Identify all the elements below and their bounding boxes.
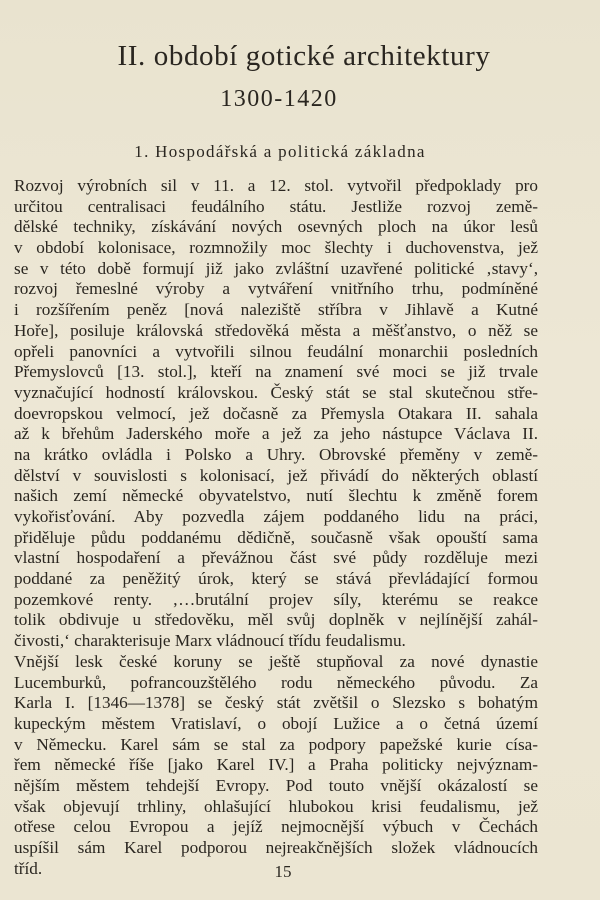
chapter-years: 1300-1420 bbox=[220, 86, 338, 112]
text-line: určitou centralisaci feudálního státu. Jestliže rozvoj země- bbox=[14, 196, 538, 216]
text-line: našich zemí německé obyvatelstvo, nutí šlechtu k změně forem bbox=[14, 486, 538, 506]
text-line: až k břehům Jaderského moře a jež za jeho nástupce Václava II. bbox=[14, 424, 538, 444]
text-line: na krátko ovládla i Polsko a Uhry. Obrovské přeměny v země- bbox=[14, 444, 538, 464]
text-line: Rozvoj výrobních sil v 11. a 12. stol. vytvořil předpoklady pro bbox=[14, 176, 538, 195]
text-line: vykořisťování. Aby pozvedla zájem poddaného lidu na práci, bbox=[14, 507, 538, 526]
text-line: rozvoj řemeslné výroby a vytváření vnitřního trhu, podmíněné bbox=[14, 279, 538, 299]
text-line: doevropskou velmocí, jež dočasně za Přemysla Otakara II. sahala bbox=[14, 403, 538, 423]
text-line: Karla I. [1346—1378] se český stát zvětšil o Slezsko s bohatým bbox=[14, 693, 538, 713]
text-line: otřese celou Evropou a jejíž nejmocnější výbuch v Čechách bbox=[14, 817, 538, 837]
text-line: vyznačující hodností královskou. Český stát se stal skutečnou stře- bbox=[14, 382, 538, 402]
text-line: Hoře], posiluje královská středověká města a měšťanstvo, o něž se bbox=[14, 320, 538, 340]
text-line: Přemyslovců [13. stol.], kteří na znamení své moci se již trvale bbox=[14, 362, 538, 382]
text-line: přiděluje půdu poddanému dědičně, současně však opouští sama bbox=[14, 527, 538, 547]
chapter-title: II. období gotické architektury bbox=[117, 40, 491, 72]
text-line: Lucemburků, pofrancouzštělého rodu německého původu. Za bbox=[14, 672, 538, 692]
text-line: se v této době formují již jako zvláštní uzavřené politické ‚stavy‘, bbox=[14, 258, 538, 278]
text-line: Vnější lesk české koruny se ještě stupňoval za nové dynastie bbox=[14, 651, 538, 671]
text-line: dělství v souvislosti s kolonisací, jež přivádí do některých oblastí bbox=[14, 465, 538, 485]
text-line: tolik obdivuje u středověku, měl svůj doplněk v nejlínější zahál- bbox=[14, 610, 538, 630]
page-number: 15 bbox=[274, 862, 292, 881]
text-line: kupeckým městem Vratislaví, o obojí Lužice a o četná území bbox=[14, 713, 538, 733]
text-line: v Německu. Karel sám se stal za podpory papežské kurie císa- bbox=[14, 734, 538, 754]
text-line: uspíšil sám Karel podporou nejreakčnějších složek vládnoucích bbox=[14, 838, 538, 857]
body-text bbox=[14, 176, 538, 879]
text-line: čivosti,‘ charakterisuje Marx vládnoucí třídu feudalismu. bbox=[14, 631, 406, 651]
text-line: vlastní hospodaření a převážnou část své půdy rozděluje mezi bbox=[14, 548, 538, 568]
text-line: však objevují trhliny, ohlašující hlubokou krisi feudalismu, jež bbox=[14, 796, 538, 816]
text-line: pozemkové renty. ‚…brutální projev síly, kterému se reakce bbox=[14, 589, 538, 609]
text-line: i rozšířením peněz [nová naleziště stříbra v Jihlavě a Kutné bbox=[14, 300, 538, 320]
text-line: nějším městem tehdejší Evropy. Pod touto vnější okázalostí se bbox=[14, 775, 538, 795]
text-line: poddané za peněžitý úrok, který se stává převládající formou bbox=[14, 569, 538, 589]
text-line: dělské techniky, získávání nových osevných ploch na úkor lesů bbox=[14, 217, 538, 237]
text-line: řem německé říše [jako Karel IV.] a Praha politicky nejvýznam- bbox=[14, 755, 538, 775]
text-line: tříd. bbox=[14, 858, 43, 878]
section-title: 1. Hospodářská a politická základna bbox=[134, 142, 426, 161]
text-line: v období kolonisace, rozmnožily moc šlechty i duchovenstva, jež bbox=[14, 238, 538, 258]
text-line: opřeli panovníci a vytvořili silnou feudální monarchii posledních bbox=[14, 341, 538, 361]
